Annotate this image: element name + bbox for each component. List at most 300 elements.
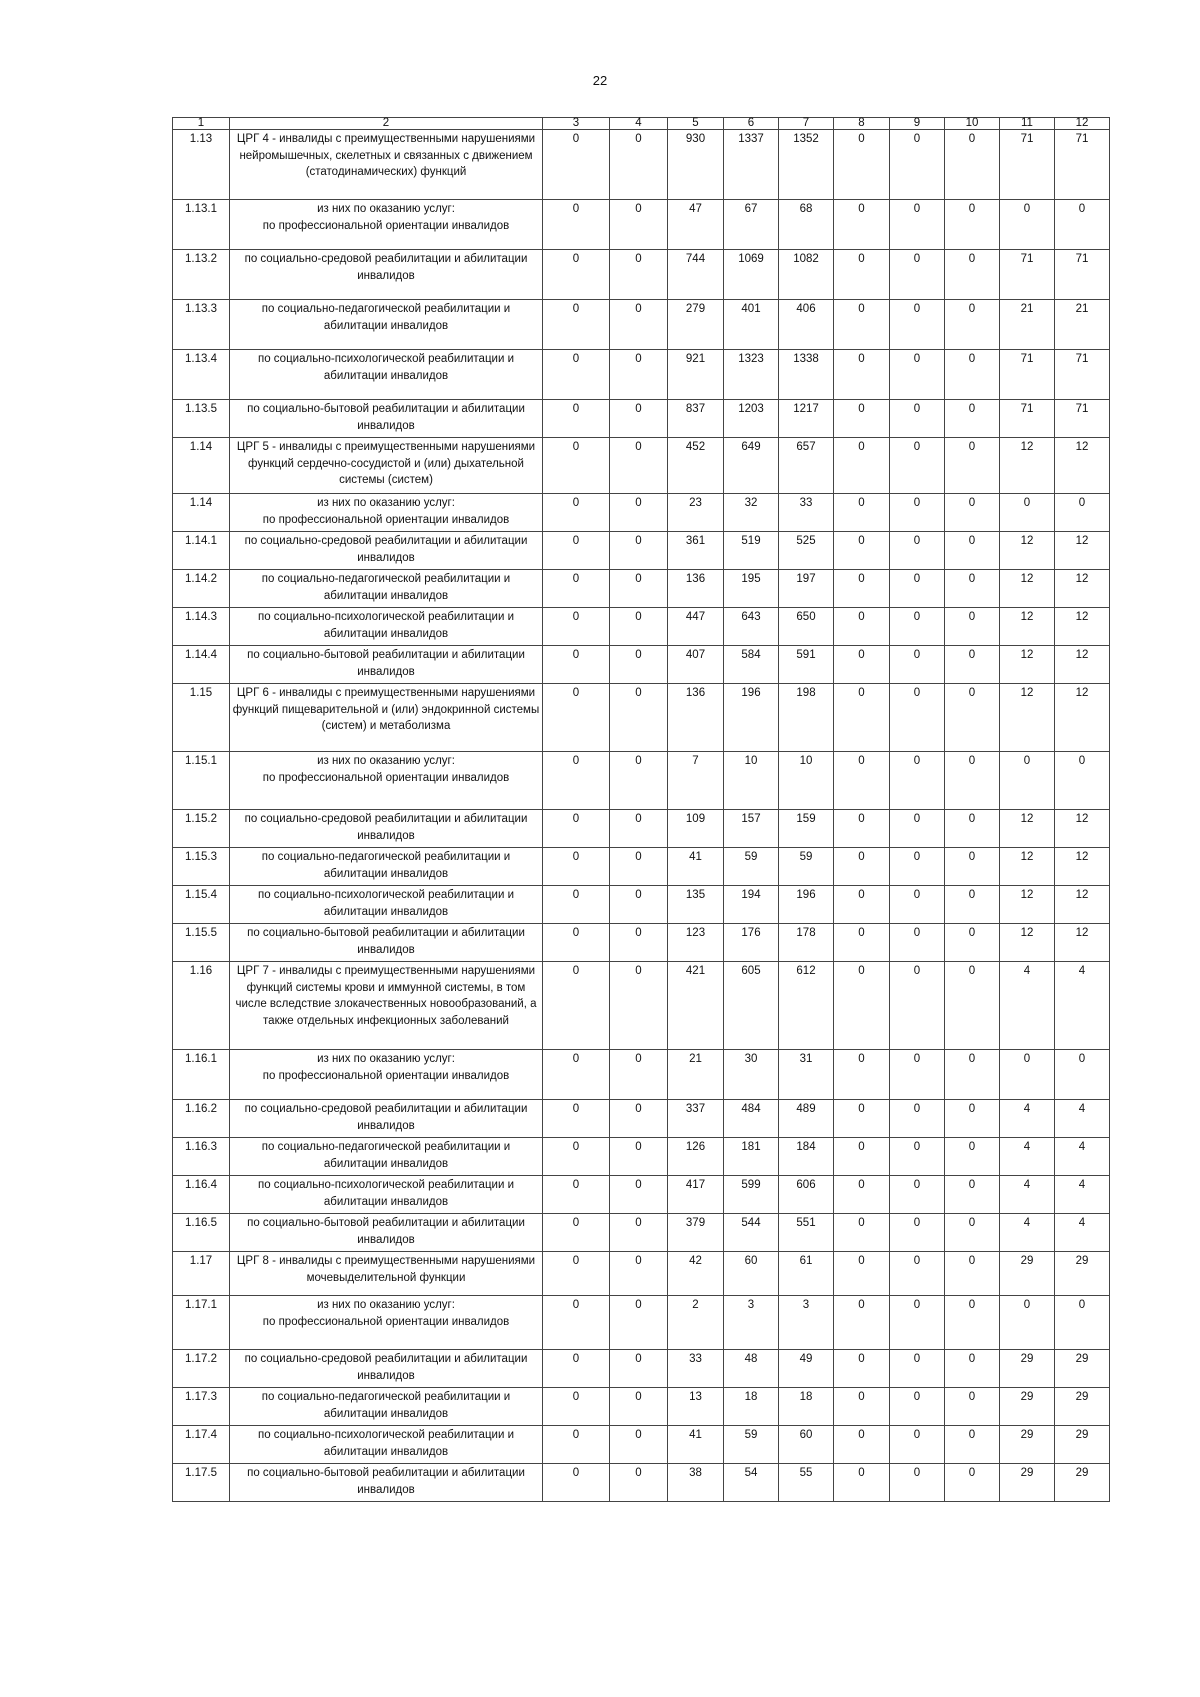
value-cell: 48 bbox=[724, 1350, 779, 1388]
row-number-cell: 1.15.3 bbox=[173, 848, 230, 886]
row-number-cell: 1.13.5 bbox=[173, 400, 230, 438]
value-cell: 12 bbox=[1055, 532, 1110, 570]
value-cell: 7 bbox=[668, 752, 724, 810]
value-cell: 0 bbox=[945, 1100, 1000, 1138]
table-row bbox=[173, 1176, 1110, 1214]
row-number-cell: 1.17.3 bbox=[173, 1388, 230, 1426]
value-cell: 0 bbox=[543, 1388, 610, 1426]
value-cell: 0 bbox=[890, 1214, 945, 1252]
description-cell: по социально-психологической реабилитации и абилитации инвалидов bbox=[230, 1176, 543, 1214]
table-row bbox=[173, 1138, 1110, 1176]
value-cell: 0 bbox=[945, 438, 1000, 494]
value-cell: 0 bbox=[890, 494, 945, 532]
value-cell: 4 bbox=[1000, 1100, 1055, 1138]
value-cell: 406 bbox=[779, 300, 834, 350]
value-cell: 0 bbox=[890, 1050, 945, 1100]
value-cell: 59 bbox=[724, 1426, 779, 1464]
value-cell: 643 bbox=[724, 608, 779, 646]
value-cell: 71 bbox=[1055, 250, 1110, 300]
value-cell: 0 bbox=[890, 400, 945, 438]
value-cell: 0 bbox=[890, 1388, 945, 1426]
value-cell: 0 bbox=[945, 1464, 1000, 1502]
table-row bbox=[173, 1252, 1110, 1296]
value-cell: 178 bbox=[779, 924, 834, 962]
row-number-cell: 1.15.1 bbox=[173, 752, 230, 810]
description-cell: по социально-средовой реабилитации и абилитации инвалидов bbox=[230, 1350, 543, 1388]
value-cell: 0 bbox=[890, 684, 945, 752]
value-cell: 68 bbox=[779, 200, 834, 250]
value-cell: 0 bbox=[945, 848, 1000, 886]
table-row bbox=[173, 608, 1110, 646]
value-cell: 544 bbox=[724, 1214, 779, 1252]
column-header: 12 bbox=[1055, 118, 1110, 130]
row-number-cell: 1.16.4 bbox=[173, 1176, 230, 1214]
value-cell: 42 bbox=[668, 1252, 724, 1296]
value-cell: 71 bbox=[1055, 350, 1110, 400]
value-cell: 0 bbox=[610, 1296, 668, 1350]
value-cell: 0 bbox=[890, 250, 945, 300]
value-cell: 551 bbox=[779, 1214, 834, 1252]
row-number-cell: 1.14.1 bbox=[173, 532, 230, 570]
value-cell: 0 bbox=[945, 684, 1000, 752]
value-cell: 0 bbox=[890, 350, 945, 400]
header-row bbox=[173, 118, 1110, 130]
value-cell: 0 bbox=[890, 1176, 945, 1214]
value-cell: 0 bbox=[610, 1050, 668, 1100]
value-cell: 0 bbox=[1055, 752, 1110, 810]
description-cell: по социально-психологической реабилитации и абилитации инвалидов bbox=[230, 886, 543, 924]
value-cell: 0 bbox=[610, 1426, 668, 1464]
row-number-cell: 1.16.3 bbox=[173, 1138, 230, 1176]
value-cell: 0 bbox=[543, 810, 610, 848]
table-row bbox=[173, 752, 1110, 810]
value-cell: 12 bbox=[1000, 570, 1055, 608]
value-cell: 649 bbox=[724, 438, 779, 494]
value-cell: 0 bbox=[610, 350, 668, 400]
value-cell: 0 bbox=[610, 300, 668, 350]
value-cell: 0 bbox=[543, 684, 610, 752]
value-cell: 0 bbox=[890, 1138, 945, 1176]
value-cell: 0 bbox=[890, 848, 945, 886]
value-cell: 194 bbox=[724, 886, 779, 924]
value-cell: 606 bbox=[779, 1176, 834, 1214]
value-cell: 0 bbox=[834, 646, 890, 684]
value-cell: 29 bbox=[1000, 1426, 1055, 1464]
value-cell: 4 bbox=[1000, 1214, 1055, 1252]
value-cell: 605 bbox=[724, 962, 779, 1050]
value-cell: 21 bbox=[1055, 300, 1110, 350]
row-number-cell: 1.16.5 bbox=[173, 1214, 230, 1252]
value-cell: 0 bbox=[610, 1176, 668, 1214]
value-cell: 12 bbox=[1000, 810, 1055, 848]
value-cell: 0 bbox=[543, 848, 610, 886]
value-cell: 196 bbox=[724, 684, 779, 752]
value-cell: 0 bbox=[543, 1138, 610, 1176]
value-cell: 0 bbox=[834, 1252, 890, 1296]
table-row bbox=[173, 1100, 1110, 1138]
value-cell: 0 bbox=[834, 1464, 890, 1502]
value-cell: 0 bbox=[890, 810, 945, 848]
value-cell: 0 bbox=[945, 1176, 1000, 1214]
table-row bbox=[173, 1426, 1110, 1464]
table-row bbox=[173, 1296, 1110, 1350]
row-number-cell: 1.13 bbox=[173, 130, 230, 200]
table-row bbox=[173, 532, 1110, 570]
value-cell: 0 bbox=[834, 532, 890, 570]
table-row bbox=[173, 1464, 1110, 1502]
table-row bbox=[173, 1350, 1110, 1388]
description-cell: по социально-средовой реабилитации и абилитации инвалидов bbox=[230, 250, 543, 300]
description-cell: из них по оказанию услуг: по профессиональной ориентации инвалидов bbox=[230, 200, 543, 250]
value-cell: 0 bbox=[890, 886, 945, 924]
value-cell: 0 bbox=[945, 1138, 1000, 1176]
value-cell: 0 bbox=[890, 962, 945, 1050]
row-number-cell: 1.13.4 bbox=[173, 350, 230, 400]
value-cell: 0 bbox=[610, 400, 668, 438]
row-number-cell: 1.17.2 bbox=[173, 1350, 230, 1388]
value-cell: 4 bbox=[1055, 1100, 1110, 1138]
description-cell: из них по оказанию услуг: по профессиональной ориентации инвалидов bbox=[230, 494, 543, 532]
value-cell: 0 bbox=[945, 962, 1000, 1050]
column-header: 9 bbox=[890, 118, 945, 130]
value-cell: 0 bbox=[543, 1176, 610, 1214]
value-cell: 0 bbox=[890, 1426, 945, 1464]
column-header: 3 bbox=[543, 118, 610, 130]
value-cell: 0 bbox=[543, 532, 610, 570]
value-cell: 10 bbox=[724, 752, 779, 810]
value-cell: 0 bbox=[834, 438, 890, 494]
value-cell: 0 bbox=[945, 924, 1000, 962]
row-number-cell: 1.13.1 bbox=[173, 200, 230, 250]
column-header: 8 bbox=[834, 118, 890, 130]
value-cell: 4 bbox=[1000, 1176, 1055, 1214]
value-cell: 0 bbox=[543, 570, 610, 608]
value-cell: 1352 bbox=[779, 130, 834, 200]
value-cell: 0 bbox=[1000, 752, 1055, 810]
value-cell: 0 bbox=[834, 200, 890, 250]
table-row bbox=[173, 924, 1110, 962]
row-number-cell: 1.16.2 bbox=[173, 1100, 230, 1138]
value-cell: 12 bbox=[1055, 608, 1110, 646]
value-cell: 612 bbox=[779, 962, 834, 1050]
description-cell: из них по оказанию услуг: по профессиональной ориентации инвалидов bbox=[230, 1296, 543, 1350]
value-cell: 0 bbox=[834, 962, 890, 1050]
value-cell: 29 bbox=[1000, 1388, 1055, 1426]
value-cell: 33 bbox=[668, 1350, 724, 1388]
value-cell: 12 bbox=[1000, 684, 1055, 752]
description-cell: по социально-бытовой реабилитации и абилитации инвалидов bbox=[230, 400, 543, 438]
value-cell: 29 bbox=[1055, 1388, 1110, 1426]
row-number-cell: 1.17.5 bbox=[173, 1464, 230, 1502]
description-cell: по социально-бытовой реабилитации и абилитации инвалидов bbox=[230, 924, 543, 962]
value-cell: 13 bbox=[668, 1388, 724, 1426]
value-cell: 23 bbox=[668, 494, 724, 532]
row-number-cell: 1.14.3 bbox=[173, 608, 230, 646]
value-cell: 519 bbox=[724, 532, 779, 570]
value-cell: 0 bbox=[610, 684, 668, 752]
value-cell: 176 bbox=[724, 924, 779, 962]
value-cell: 12 bbox=[1055, 438, 1110, 494]
table-row bbox=[173, 1214, 1110, 1252]
value-cell: 54 bbox=[724, 1464, 779, 1502]
row-number-cell: 1.13.3 bbox=[173, 300, 230, 350]
description-cell: из них по оказанию услуг: по профессиональной ориентации инвалидов bbox=[230, 1050, 543, 1100]
value-cell: 10 bbox=[779, 752, 834, 810]
value-cell: 0 bbox=[543, 1050, 610, 1100]
value-cell: 4 bbox=[1000, 1138, 1055, 1176]
value-cell: 38 bbox=[668, 1464, 724, 1502]
value-cell: 12 bbox=[1055, 810, 1110, 848]
value-cell: 0 bbox=[834, 350, 890, 400]
value-cell: 452 bbox=[668, 438, 724, 494]
value-cell: 379 bbox=[668, 1214, 724, 1252]
description-cell: ЦРГ 8 - инвалиды с преимущественными нарушениями мочевыделительной функции bbox=[230, 1252, 543, 1296]
value-cell: 0 bbox=[610, 438, 668, 494]
value-cell: 1217 bbox=[779, 400, 834, 438]
value-cell: 0 bbox=[543, 494, 610, 532]
row-number-cell: 1.15.2 bbox=[173, 810, 230, 848]
value-cell: 1069 bbox=[724, 250, 779, 300]
value-cell: 59 bbox=[779, 848, 834, 886]
row-number-cell: 1.15 bbox=[173, 684, 230, 752]
value-cell: 2 bbox=[668, 1296, 724, 1350]
value-cell: 0 bbox=[945, 130, 1000, 200]
value-cell: 599 bbox=[724, 1176, 779, 1214]
value-cell: 18 bbox=[724, 1388, 779, 1426]
value-cell: 650 bbox=[779, 608, 834, 646]
value-cell: 29 bbox=[1055, 1426, 1110, 1464]
description-cell: по социально-средовой реабилитации и абилитации инвалидов bbox=[230, 810, 543, 848]
value-cell: 0 bbox=[1000, 1296, 1055, 1350]
value-cell: 0 bbox=[543, 400, 610, 438]
value-cell: 0 bbox=[610, 494, 668, 532]
value-cell: 0 bbox=[834, 684, 890, 752]
value-cell: 196 bbox=[779, 886, 834, 924]
value-cell: 29 bbox=[1000, 1464, 1055, 1502]
value-cell: 279 bbox=[668, 300, 724, 350]
table-row bbox=[173, 962, 1110, 1050]
row-number-cell: 1.14.2 bbox=[173, 570, 230, 608]
value-cell: 525 bbox=[779, 532, 834, 570]
value-cell: 0 bbox=[945, 1050, 1000, 1100]
value-cell: 123 bbox=[668, 924, 724, 962]
value-cell: 0 bbox=[834, 1050, 890, 1100]
value-cell: 0 bbox=[610, 608, 668, 646]
value-cell: 0 bbox=[543, 130, 610, 200]
value-cell: 49 bbox=[779, 1350, 834, 1388]
column-header: 1 bbox=[173, 118, 230, 130]
value-cell: 407 bbox=[668, 646, 724, 684]
table-row bbox=[173, 1050, 1110, 1100]
value-cell: 0 bbox=[610, 130, 668, 200]
value-cell: 0 bbox=[890, 646, 945, 684]
value-cell: 0 bbox=[834, 1350, 890, 1388]
value-cell: 12 bbox=[1055, 924, 1110, 962]
row-number-cell: 1.14 bbox=[173, 438, 230, 494]
value-cell: 0 bbox=[610, 1464, 668, 1502]
value-cell: 921 bbox=[668, 350, 724, 400]
value-cell: 195 bbox=[724, 570, 779, 608]
value-cell: 0 bbox=[945, 646, 1000, 684]
column-header: 2 bbox=[230, 118, 543, 130]
description-cell: ЦРГ 5 - инвалиды с преимущественными нарушениями функций сердечно-сосудистой и (или) дыхательной системы (систем) bbox=[230, 438, 543, 494]
value-cell: 1082 bbox=[779, 250, 834, 300]
row-number-cell: 1.15.4 bbox=[173, 886, 230, 924]
value-cell: 71 bbox=[1000, 400, 1055, 438]
value-cell: 12 bbox=[1000, 646, 1055, 684]
value-cell: 0 bbox=[890, 1100, 945, 1138]
value-cell: 0 bbox=[945, 494, 1000, 532]
value-cell: 67 bbox=[724, 200, 779, 250]
value-cell: 0 bbox=[610, 1252, 668, 1296]
value-cell: 0 bbox=[834, 1138, 890, 1176]
value-cell: 0 bbox=[543, 350, 610, 400]
value-cell: 0 bbox=[945, 1296, 1000, 1350]
table-row bbox=[173, 684, 1110, 752]
value-cell: 0 bbox=[610, 1214, 668, 1252]
value-cell: 0 bbox=[945, 350, 1000, 400]
value-cell: 4 bbox=[1055, 1176, 1110, 1214]
value-cell: 0 bbox=[543, 1426, 610, 1464]
value-cell: 0 bbox=[945, 1214, 1000, 1252]
table-row bbox=[173, 130, 1110, 200]
value-cell: 0 bbox=[945, 570, 1000, 608]
value-cell: 136 bbox=[668, 570, 724, 608]
value-cell: 417 bbox=[668, 1176, 724, 1214]
value-cell: 4 bbox=[1055, 1138, 1110, 1176]
value-cell: 0 bbox=[890, 924, 945, 962]
value-cell: 0 bbox=[543, 646, 610, 684]
row-number-cell: 1.16.1 bbox=[173, 1050, 230, 1100]
table-row bbox=[173, 350, 1110, 400]
row-number-cell: 1.13.2 bbox=[173, 250, 230, 300]
value-cell: 0 bbox=[1055, 1296, 1110, 1350]
value-cell: 0 bbox=[834, 1100, 890, 1138]
value-cell: 0 bbox=[834, 848, 890, 886]
value-cell: 136 bbox=[668, 684, 724, 752]
value-cell: 0 bbox=[890, 438, 945, 494]
column-header: 7 bbox=[779, 118, 834, 130]
table-row bbox=[173, 200, 1110, 250]
value-cell: 0 bbox=[543, 1350, 610, 1388]
value-cell: 0 bbox=[610, 886, 668, 924]
value-cell: 0 bbox=[834, 810, 890, 848]
value-cell: 0 bbox=[890, 608, 945, 646]
value-cell: 29 bbox=[1055, 1252, 1110, 1296]
value-cell: 0 bbox=[610, 250, 668, 300]
value-cell: 0 bbox=[1055, 1050, 1110, 1100]
value-cell: 109 bbox=[668, 810, 724, 848]
value-cell: 181 bbox=[724, 1138, 779, 1176]
table-row bbox=[173, 646, 1110, 684]
value-cell: 29 bbox=[1055, 1350, 1110, 1388]
value-cell: 361 bbox=[668, 532, 724, 570]
value-cell: 0 bbox=[834, 1176, 890, 1214]
value-cell: 0 bbox=[834, 250, 890, 300]
value-cell: 0 bbox=[834, 886, 890, 924]
value-cell: 0 bbox=[945, 1350, 1000, 1388]
value-cell: 0 bbox=[890, 752, 945, 810]
value-cell: 0 bbox=[610, 1100, 668, 1138]
value-cell: 0 bbox=[610, 924, 668, 962]
value-cell: 0 bbox=[610, 570, 668, 608]
description-cell: по социально-психологической реабилитации и абилитации инвалидов bbox=[230, 608, 543, 646]
value-cell: 0 bbox=[945, 200, 1000, 250]
value-cell: 1337 bbox=[724, 130, 779, 200]
value-cell: 0 bbox=[890, 570, 945, 608]
value-cell: 71 bbox=[1000, 130, 1055, 200]
table-row bbox=[173, 250, 1110, 300]
description-cell: ЦРГ 6 - инвалиды с преимущественными нарушениями функций пищеварительной и (или) эндокринной системы (систем) и метаболизма bbox=[230, 684, 543, 752]
value-cell: 71 bbox=[1055, 400, 1110, 438]
description-cell: по социально-психологической реабилитации и абилитации инвалидов bbox=[230, 1426, 543, 1464]
value-cell: 484 bbox=[724, 1100, 779, 1138]
value-cell: 0 bbox=[610, 810, 668, 848]
value-cell: 0 bbox=[1055, 494, 1110, 532]
row-number-cell: 1.15.5 bbox=[173, 924, 230, 962]
description-cell: по социально-средовой реабилитации и абилитации инвалидов bbox=[230, 532, 543, 570]
value-cell: 0 bbox=[543, 752, 610, 810]
value-cell: 29 bbox=[1055, 1464, 1110, 1502]
description-cell: по социально-бытовой реабилитации и абилитации инвалидов bbox=[230, 646, 543, 684]
value-cell: 0 bbox=[890, 1296, 945, 1350]
description-cell: по социально-педагогической реабилитации и абилитации инвалидов bbox=[230, 1388, 543, 1426]
value-cell: 0 bbox=[610, 962, 668, 1050]
value-cell: 71 bbox=[1000, 250, 1055, 300]
value-cell: 0 bbox=[610, 752, 668, 810]
page-number: 22 bbox=[592, 73, 608, 88]
value-cell: 0 bbox=[834, 1296, 890, 1350]
value-cell: 159 bbox=[779, 810, 834, 848]
value-cell: 0 bbox=[1000, 200, 1055, 250]
description-cell: ЦРГ 4 - инвалиды с преимущественными нарушениями нейромышечных, скелетных и связанных с движением (статодинамических) функций bbox=[230, 130, 543, 200]
description-cell: по социально-педагогической реабилитации и абилитации инвалидов bbox=[230, 570, 543, 608]
value-cell: 12 bbox=[1055, 684, 1110, 752]
table-row bbox=[173, 438, 1110, 494]
value-cell: 0 bbox=[834, 752, 890, 810]
value-cell: 744 bbox=[668, 250, 724, 300]
value-cell: 0 bbox=[543, 250, 610, 300]
table-row bbox=[173, 570, 1110, 608]
value-cell: 60 bbox=[779, 1426, 834, 1464]
value-cell: 0 bbox=[543, 1296, 610, 1350]
value-cell: 0 bbox=[945, 608, 1000, 646]
row-number-cell: 1.16 bbox=[173, 962, 230, 1050]
value-cell: 0 bbox=[834, 1388, 890, 1426]
value-cell: 0 bbox=[610, 848, 668, 886]
column-header: 10 bbox=[945, 118, 1000, 130]
value-cell: 71 bbox=[1055, 130, 1110, 200]
value-cell: 0 bbox=[543, 962, 610, 1050]
value-cell: 0 bbox=[890, 300, 945, 350]
row-number-cell: 1.17.4 bbox=[173, 1426, 230, 1464]
value-cell: 12 bbox=[1055, 570, 1110, 608]
value-cell: 0 bbox=[945, 250, 1000, 300]
value-cell: 0 bbox=[890, 1252, 945, 1296]
value-cell: 0 bbox=[834, 570, 890, 608]
value-cell: 12 bbox=[1055, 848, 1110, 886]
value-cell: 184 bbox=[779, 1138, 834, 1176]
value-cell: 126 bbox=[668, 1138, 724, 1176]
value-cell: 4 bbox=[1055, 962, 1110, 1050]
value-cell: 55 bbox=[779, 1464, 834, 1502]
value-cell: 12 bbox=[1000, 924, 1055, 962]
column-header: 11 bbox=[1000, 118, 1055, 130]
value-cell: 337 bbox=[668, 1100, 724, 1138]
value-cell: 0 bbox=[543, 300, 610, 350]
value-cell: 12 bbox=[1000, 608, 1055, 646]
value-cell: 198 bbox=[779, 684, 834, 752]
